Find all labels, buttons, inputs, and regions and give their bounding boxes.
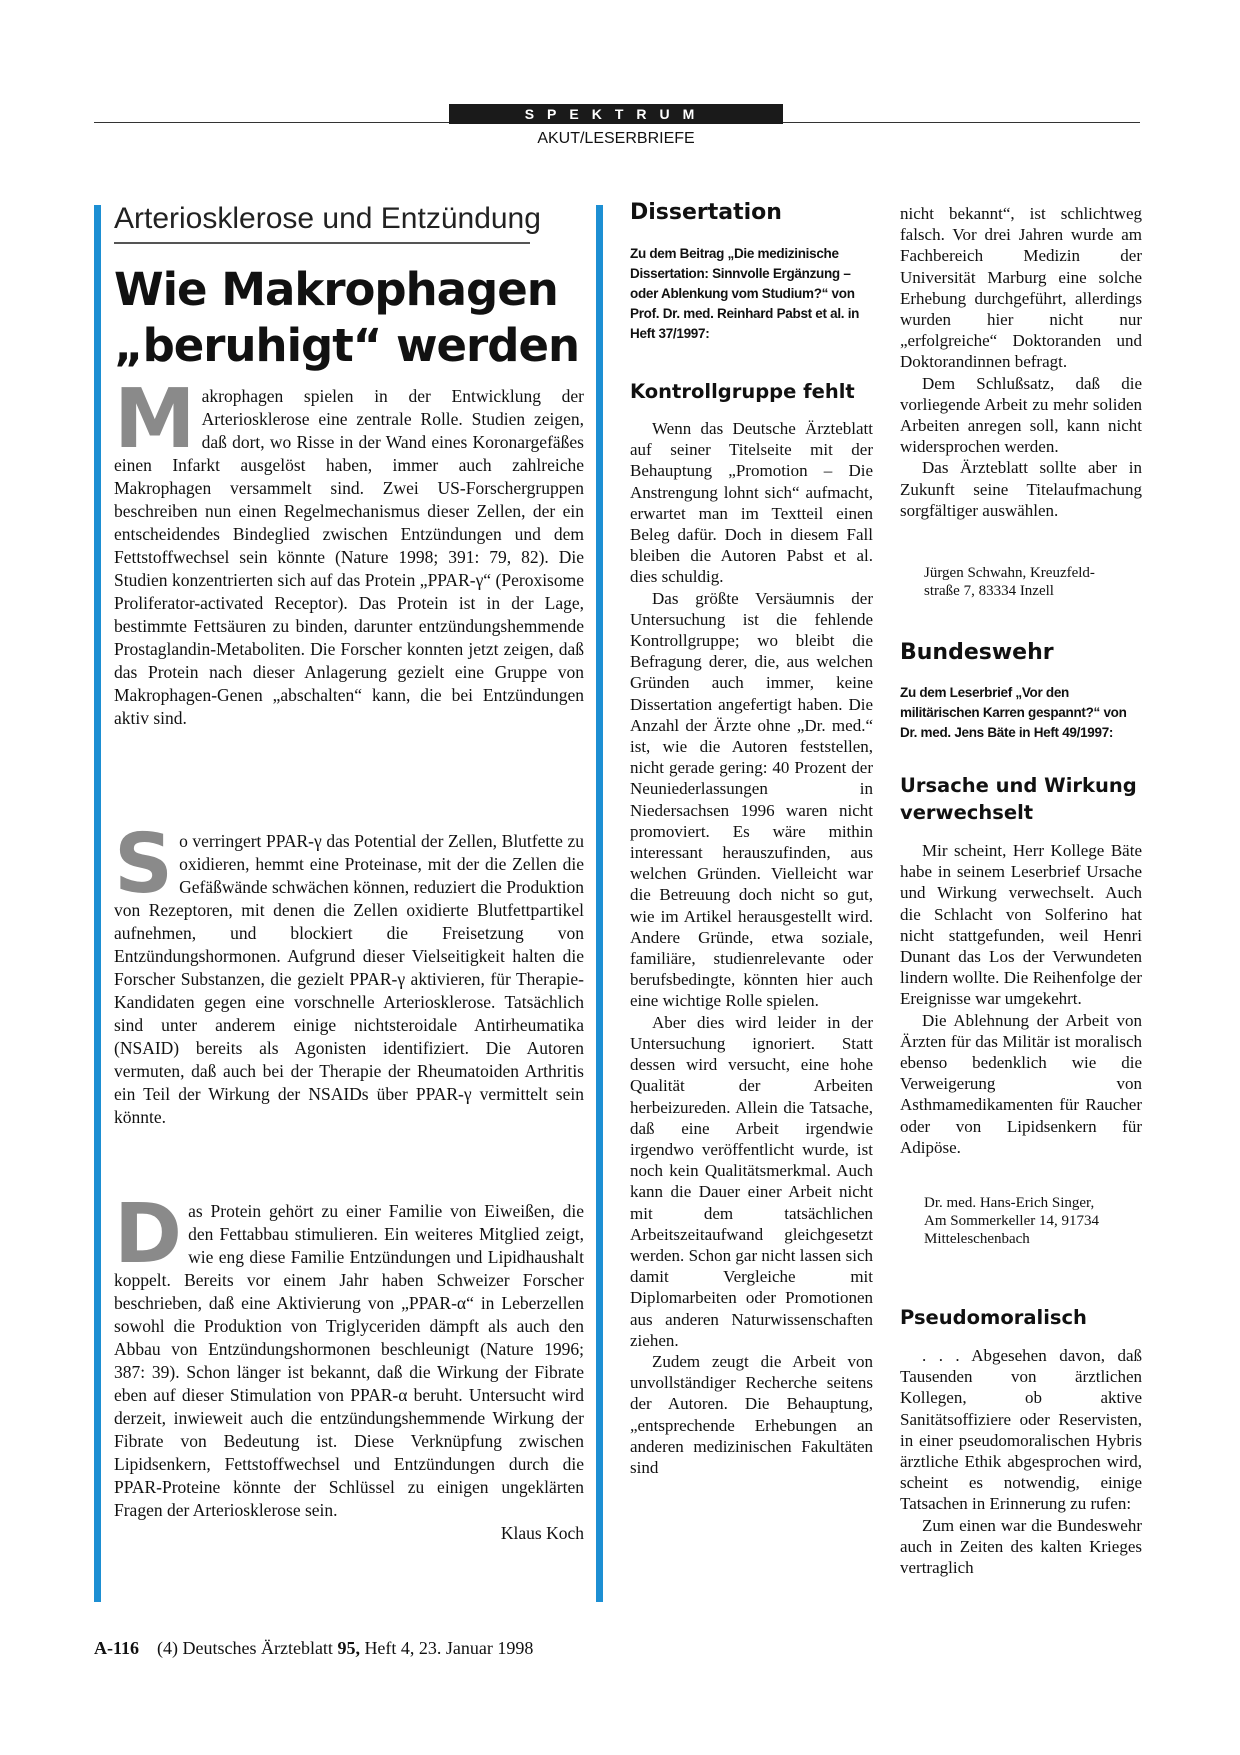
letter-paragraph: Das größte Versäumnis der Untersuchung ist die fehlende Kontrollgruppe; wo bleibt die Befragung derer, die, aus welchen Gründen auch immer, keine Dissertation angefertigt haben. Die Anzahl der Ärzte ohne „Dr. med.“ ist, wie die Autoren feststellen, nicht gerade gering: 40 Prozent der Neuniederlassungen in Niedersachsen 1996 waren nicht promoviert. Es wäre mithin interessant herauszufinden, aus welchen Gründen. Vielleicht war die Betreuung doch nicht so gut, wie im Artikel herausgestellt wird. Andere Gründe, etwa soziale, familiäre, studienrelevante oder berufsbedingte, könnten hier auch eine wichtige Rolle spielen. bbox=[630, 588, 873, 1011]
drop-cap: S bbox=[114, 817, 174, 912]
issue-prefix: (4) Deutsches Ärzteblatt bbox=[157, 1638, 333, 1658]
headline-line-2: „beruhigt“ werden bbox=[114, 319, 580, 372]
signature-line: Am Sommerkeller 14, 91734 bbox=[924, 1213, 1099, 1229]
letter-paragraph: Mir scheint, Herr Kollege Bäte habe in seinem Leserbrief Ursache und Wirkung verwechselt. Auch die Schlacht von Solferino hat nicht stattgefunden, weil Henri Dunant das Los der Verwundeten lindern wollte. Die Reihenfolge der Ereignisse war umgekehrt. bbox=[900, 841, 1142, 1009]
article-kicker: Arteriosklerose und Entzündung bbox=[114, 202, 530, 244]
letter-paragraph: Zum einen war die Bundeswehr auch in Zeiten des kalten Krieges vertraglich bbox=[900, 1515, 1142, 1578]
letters-accent-bar bbox=[596, 205, 603, 1602]
headline-line-1: Wie Makrophagen bbox=[114, 263, 558, 316]
article-paragraph-1 bbox=[114, 372, 584, 730]
subsection-label: AKUT/LESERBRIEFE bbox=[537, 130, 695, 147]
volume-number: 95, bbox=[337, 1638, 360, 1658]
signature-line: straße 7, 83334 Inzell bbox=[924, 583, 1054, 599]
article-paragraph-2 bbox=[114, 817, 584, 1129]
page-footer bbox=[94, 1638, 533, 1659]
letter-paragraph: Aber dies wird leider in der Untersuchung ignoriert. Statt dessen wird versucht, eine hohe Qualität der Arbeiten herbeizureden. Allein die Tatsache, daß eine Arbeit irgendwie irgendwo veröffentlicht wurde, ist noch kein Qualitätsmerkmal. Auch kann die Dauer einer Arbeit nicht mit dem tatsächlichen Arbeitszeitaufwand gleichgesetzt werden. Schon gar nicht lassen sich damit Vergleiche mit Diplomarbeiten oder Promotionen aus anderen Naturwissenschaften ziehen. bbox=[630, 1012, 873, 1350]
letter-paragraph: Dem Schlußsatz, daß die vorliegende Arbeit zu mehr soliden Arbeiten anregen soll, kann nicht widersprochen werden. bbox=[900, 373, 1142, 457]
drop-cap: D bbox=[114, 1187, 183, 1282]
drop-cap: M bbox=[114, 372, 196, 467]
letter-title-ursache: Ursache und Wirkung verwechselt bbox=[900, 774, 1137, 824]
letter-title-pseudomoralisch: Pseudomoralisch bbox=[900, 1306, 1087, 1329]
letter-paragraph: Das Ärzteblatt sollte aber in Zukunft seine Titelaufmachung sorgfältiger auswählen. bbox=[900, 458, 1142, 520]
signature-line: Jürgen Schwahn, Kreuzfeld- bbox=[924, 565, 1095, 581]
letter-title-kontrollgruppe: Kontrollgruppe fehlt bbox=[630, 380, 855, 403]
letter-paragraph: Zudem zeugt die Arbeit von unvollständiger Recherche seitens der Autoren. Die Behauptung, „entsprechende Erhebungen an anderen medizinischen Fakultäten sind bbox=[630, 1351, 873, 1477]
paragraph-text: akrophagen spielen in der Entwicklung der Arteriosklerose eine zentrale Rolle. Studien zeigen, daß dort, wo Risse in der Wand eines Koronargefäßes einen Infarkt ausgelöst haben, immer auch zahlreiche Makrophagen versammelt sind. Zwei US-Forschergruppen beschreiben nun einen Regelmechanismus dieser Zellen, der ein entscheidendes Bindeglied zwischen Entzündungen und dem Fettstoffwechsel sein könnte (Nature 1998; 391: 79, 82). Die Studien konzentrierten sich auf das Protein „PPAR-γ“ (Peroxisome Proliferator-activated Receptor). Das Protein ist in der Lage, bestimmte Fettsäuren zu binden, darunter entzündungshemmende Prostaglandin-Metaboliten. Die Forscher konnten jetzt zeigen, daß das Protein nach dieser Anlagerung gezielt eine Gruppe von Makrophagen-Genen „abschalten“ kann, die bei Entzündungen aktiv sind. bbox=[114, 386, 584, 728]
article-author: Klaus Koch bbox=[500, 1523, 584, 1543]
letter-paragraph: Die Ablehnung der Arbeit von Ärzten für das Militär ist moralisch ebenso bedenklich wie die Verweigerung von Asthmamedikamenten für Raucher oder von Lipidsenkern für Adipöse. bbox=[900, 1010, 1142, 1157]
paragraph-text: as Protein gehört zu einer Familie von Eiweißen, die den Fettabbau stimulieren. Ein weiteres Mitglied zeigt, wie eng diese Familie Entzündungen und Lipidhaushalt koppelt. Bereits vor einem Jahr haben Schweizer Forscher beschrieben, daß eine Aktivierung von „PPAR-α“ in Leberzellen sowohl die Produktion von Triglyceriden dämpft als auch den Abbau von Entzündungshormonen beschleunigt (Nature 1996; 387: 39). Schon länger ist bekannt, daß die Wirkung der Fibrate eben auf dieser Stimulation von PPAR-α beruht. Untersucht wird derzeit, inwieweit auch die entzündungshemmende Wirkung der Fibrate von Bedeutung ist. Diese Verknüpfung zwischen Lipidsenkern, Fettstoffwechsel und Entzündungen durch die PPAR-Proteine könnte der Schlüssel zu einigen ungeklärten Fragen der Arteriosklerose sein. bbox=[114, 1201, 584, 1520]
letter-body-ursache bbox=[900, 840, 1142, 1158]
letter-paragraph: Wenn das Deutsche Ärzteblatt auf seiner Titelseite mit der Behauptung „Promotion – Die Anstrengung lohnt sich“ aufmacht, erwartet man im Textteil einen Beleg dafür. Doch in diesem Fall bleiben die Autoren Pabst et al. dies schuldig. bbox=[630, 419, 873, 587]
article-accent-bar bbox=[94, 205, 101, 1602]
signature-line: Mitteleschenbach bbox=[924, 1231, 1030, 1247]
signature-line: Dr. med. Hans-Erich Singer, bbox=[924, 1195, 1095, 1211]
letter-body-dissertation bbox=[630, 418, 873, 1478]
section-label: SPEKTRUM bbox=[449, 104, 783, 124]
article-paragraph-3 bbox=[114, 1187, 584, 1545]
page-number: A-116 bbox=[94, 1638, 139, 1658]
article-headline bbox=[114, 262, 584, 374]
letter-signature-schwahn bbox=[900, 564, 1166, 600]
section-title-dissertation: Dissertation bbox=[630, 200, 782, 225]
letter-body-dissertation-continued bbox=[900, 203, 1142, 521]
section-title-bundeswehr: Bundeswehr bbox=[900, 640, 1054, 665]
letter-paragraph: . . . Abgesehen davon, daß Tausenden von ärztlichen Kollegen, ob aktive Sanitätsoffiziere oder Reservisten, in einer pseudomoralischen Hybris ärztliche Ethik abgesprochen wird, scheint es notwendig, einige Tatsachen in Erinnerung zu rufen: bbox=[900, 1346, 1142, 1514]
letter-signature-singer bbox=[900, 1194, 1166, 1248]
letter-paragraph: nicht bekannt“, ist schlichtweg falsch. Vor drei Jahren wurde am Fachbereich Medizin der Universität Marburg eine solche Erhebung durchgeführt, allerdings wurden hier nicht nur „erfolgreiche“ Doktoranden und Doktorandinnen befragt. bbox=[900, 204, 1142, 372]
letter-reference-bundeswehr: Zu dem Leserbrief „Vor den militärischen Karren gespannt?“ von Dr. med. Jens Bäte in Heft 49/1997: bbox=[900, 685, 1127, 740]
issue-date: Heft 4, 23. Januar 1998 bbox=[364, 1638, 534, 1658]
letter-body-pseudomoralisch bbox=[900, 1345, 1142, 1578]
paragraph-text: o verringert PPAR-γ das Potential der Zellen, Blutfette zu oxidieren, hemmt eine Proteinase, mit der die Zellen die Gefäßwände schwächen können, reduziert die Produktion von Rezeptoren, mit denen die Zellen oxidierte Blutfettpartikel aufnehmen, und blockiert die Freisetzung von Entzündungshormonen. Aufgrund dieser Vielseitigkeit halten die Forscher Substanzen, die gezielt PPAR-γ aktivieren, für Therapie-Kandidaten gegen eine vorschnelle Arteriosklerose. Tatsächlich sind unter anderem einige nichtsteroidale Antirheumatika (NSAID) bereits als Agonisten identifiziert. Die Autoren vermuten, daß auch bei der Therapie der Rheumatoiden Arthritis ein Teil der Wirkung der NSAIDs über PPAR-γ vermittelt sein könnte. bbox=[114, 831, 584, 1127]
letter-reference-dissertation: Zu dem Beitrag „Die medizinische Dissertation: Sinnvolle Ergänzung – oder Ablenkung vom Studium?“ von Prof. Dr. med. Reinhard Pabst et al. in Heft 37/1997: bbox=[630, 246, 860, 341]
